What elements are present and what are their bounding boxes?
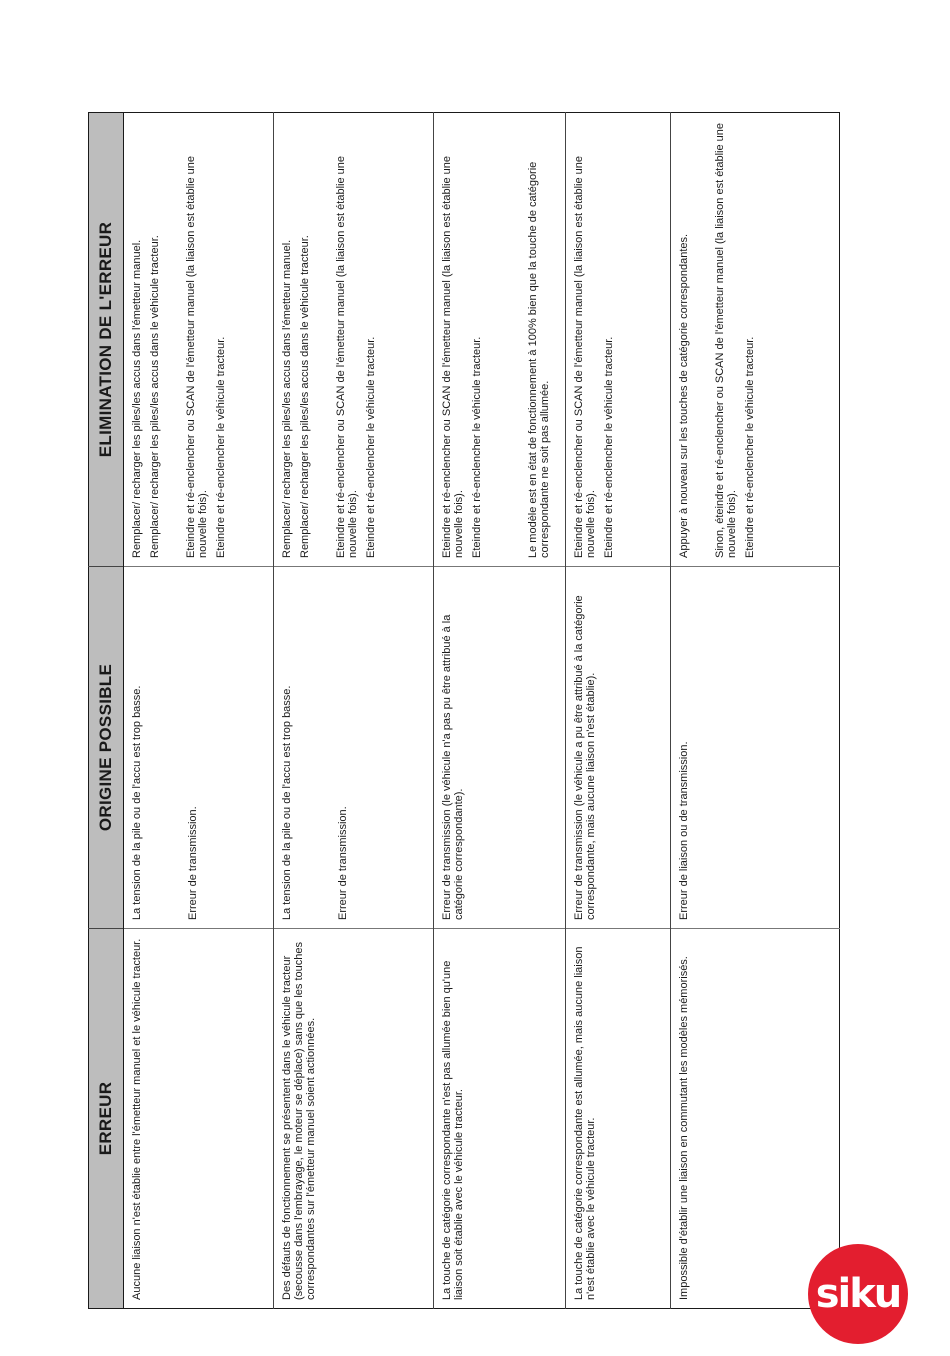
table-row	[434, 113, 566, 1309]
origine-text: Erreur de transmission.	[187, 806, 199, 920]
erreur-cell	[274, 929, 434, 1309]
erreur-cell	[671, 929, 840, 1309]
elimination-text: Eteindre et ré-enclencher le véhicule tracteur.	[603, 336, 615, 558]
siku-logo	[808, 1244, 908, 1344]
origine-text: La tension de la pile ou de l'accu est trop basse.	[131, 685, 143, 920]
elimination-text: Eteindre et ré-enclencher ou SCAN de l'émetteur manuel (la liaison est établie une nouvelle fois).	[185, 156, 209, 558]
origine-cell	[124, 567, 274, 929]
elimination-text: Eteindre et ré-enclencher ou SCAN de l'émetteur manuel (la liaison est établie une nouvelle fois).	[441, 156, 465, 558]
origine-cell	[274, 567, 434, 929]
elimination-text: Eteindre et ré-enclencher le véhicule tracteur.	[471, 336, 483, 558]
erreur-cell	[124, 929, 274, 1309]
elimination-cell	[671, 113, 840, 567]
origine-text: Erreur de transmission (le véhicule n'a pas pu être attribué à la catégorie correspondante).	[441, 614, 465, 920]
troubleshooting-table	[88, 112, 840, 1309]
elimination-text: Le modèle est en état de fonctionnement à 100% bien que la touche de catégorie correspondante ne soit pas allumée.	[527, 161, 551, 558]
header-origine-possible: ORIGINE POSSIBLE	[89, 567, 124, 929]
erreur-text: La touche de catégorie correspondante est allumée, mais aucune liaison n'est établie avec le véhicule tracteur.	[573, 946, 597, 1300]
elimination-text: Remplacer/ recharger les piles/les accus dans le véhicule tracteur.	[149, 235, 161, 558]
elimination-cell	[434, 113, 566, 567]
erreur-cell	[434, 929, 566, 1309]
elimination-text: Eteindre et ré-enclencher le véhicule tracteur.	[744, 336, 756, 558]
header-erreur: ERREUR	[89, 929, 124, 1309]
table-header-row	[89, 113, 124, 1309]
elimination-text: Eteindre et ré-enclencher le véhicule tracteur.	[215, 336, 227, 558]
elimination-text: Eteindre et ré-enclencher le véhicule tracteur.	[365, 336, 377, 558]
erreur-text: La touche de catégorie correspondante n'est pas allumée bien qu'une liaison soit établie avec le véhicule tracteur.	[441, 960, 465, 1300]
erreur-text: Des défauts de fonctionnement se présentent dans le véhicule tracteur (secousse dans l'embrayage, le moteur se déplace) sans que les touches correspondantes sur l'émetteur manuel soient actionnées.	[281, 942, 317, 1300]
origine-text: Erreur de transmission.	[337, 806, 349, 920]
elimination-text: Sinon, éteindre et ré-enclencher ou SCAN de l'émetteur manuel (la liaison est établie une nouvelle fois).	[714, 122, 738, 558]
header-elimination: ELIMINATION DE L'ERREUR	[89, 113, 124, 567]
erreur-text: Impossible d'établir une liaison en commutant les modèles mémorisés.	[678, 956, 690, 1300]
elimination-text: Eteindre et ré-enclencher ou SCAN de l'émetteur manuel (la liaison est établie une nouvelle fois).	[573, 156, 597, 558]
origine-cell	[434, 567, 566, 929]
origine-cell	[671, 567, 840, 929]
elimination-text: Appuyer à nouveau sur les touches de catégorie correspondantes.	[678, 233, 690, 558]
siku-logo-text: siku	[815, 1271, 901, 1317]
origine-text: Erreur de liaison ou de transmission.	[678, 741, 690, 920]
table-row	[124, 113, 274, 1309]
elimination-text: Remplacer/ recharger les piles/les accus dans l'émetteur manuel.	[131, 239, 143, 558]
origine-text: Erreur de transmission (le véhicule a pu être attribué à la catégorie correspondante, mais aucune liaison n'est établie).	[573, 595, 597, 920]
elimination-text: Eteindre et ré-enclencher ou SCAN de l'émetteur manuel (la liaison est établie une nouvelle fois).	[335, 156, 359, 558]
elimination-text: Remplacer/ recharger les piles/les accus dans l'émetteur manuel.	[281, 239, 293, 558]
erreur-text: Aucune liaison n'est établie entre l'émetteur manuel et le véhicule tracteur.	[131, 938, 143, 1300]
origine-cell	[566, 567, 671, 929]
elimination-cell	[124, 113, 274, 567]
table-row	[274, 113, 434, 1309]
elimination-cell	[566, 113, 671, 567]
elimination-text: Remplacer/ recharger les piles/les accus dans le véhicule tracteur.	[299, 235, 311, 558]
origine-text: La tension de la pile ou de l'accu est trop basse.	[281, 685, 293, 920]
table-row	[671, 113, 840, 1309]
table-row	[566, 113, 671, 1309]
erreur-cell	[566, 929, 671, 1309]
rotated-table-container	[88, 113, 838, 1309]
elimination-cell	[274, 113, 434, 567]
